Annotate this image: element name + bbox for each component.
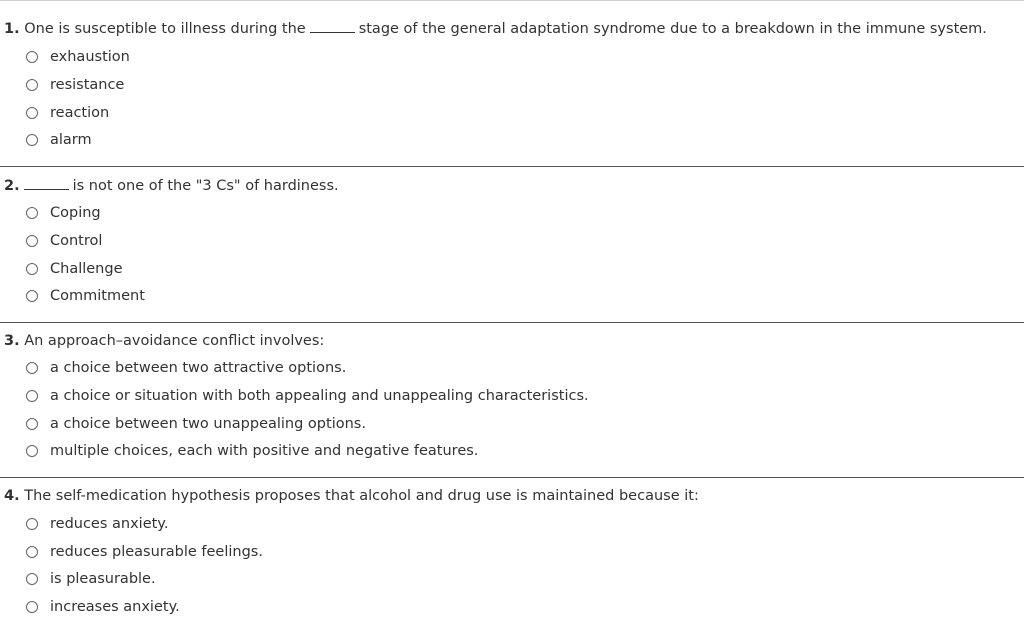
stem-text: An approach–avoidance conflict involves: xyxy=(24,333,325,349)
option-resistance[interactable] xyxy=(26,75,124,95)
option-reduces-pleasurable-feelings[interactable] xyxy=(26,542,263,562)
radio-button[interactable] xyxy=(26,134,38,146)
question-stem xyxy=(4,332,324,350)
radio-button[interactable] xyxy=(26,362,38,374)
option-challenge[interactable] xyxy=(26,259,123,279)
radio-button[interactable] xyxy=(26,573,38,585)
radio-button[interactable] xyxy=(26,207,38,219)
question-number: 1. xyxy=(4,21,20,37)
radio-button[interactable] xyxy=(26,418,38,430)
radio-button[interactable] xyxy=(26,546,38,558)
radio-button[interactable] xyxy=(26,263,38,275)
option-commitment[interactable] xyxy=(26,286,145,306)
option-label: reduces pleasurable feelings. xyxy=(50,544,263,560)
option-label: alarm xyxy=(50,132,92,148)
option-label: is pleasurable. xyxy=(50,571,156,587)
option-label: a choice or situation with both appealing and unappealing characteristics. xyxy=(50,388,589,404)
option-label: Coping xyxy=(50,205,101,221)
radio-button[interactable] xyxy=(26,601,38,613)
question-number: 2. xyxy=(4,178,20,194)
option-control[interactable] xyxy=(26,231,102,251)
question-1 xyxy=(0,0,1024,166)
question-3 xyxy=(0,322,1024,477)
option-label: a choice between two attractive options. xyxy=(50,360,347,376)
option-label: Control xyxy=(50,233,103,249)
option-appealing-and-unappealing[interactable] xyxy=(26,386,589,406)
answer-blank xyxy=(310,20,355,33)
option-is-pleasurable[interactable] xyxy=(26,569,156,589)
question-number: 4. xyxy=(4,488,20,504)
option-label: multiple choices, each with positive and negative features. xyxy=(50,443,479,459)
option-reaction[interactable] xyxy=(26,103,109,123)
question-stem xyxy=(4,20,987,38)
radio-button[interactable] xyxy=(26,518,38,530)
option-label: increases anxiety. xyxy=(50,599,180,615)
option-label: reaction xyxy=(50,105,110,121)
stem-text-after: stage of the general adaptation syndrome due to a breakdown in the immune system. xyxy=(358,21,987,37)
question-stem xyxy=(4,177,339,195)
option-reduces-anxiety[interactable] xyxy=(26,514,168,534)
answer-blank xyxy=(24,177,69,190)
option-two-attractive[interactable] xyxy=(26,358,346,378)
option-label: Commitment xyxy=(50,288,145,304)
option-two-unappealing[interactable] xyxy=(26,414,366,434)
radio-button[interactable] xyxy=(26,390,38,402)
radio-button[interactable] xyxy=(26,445,38,457)
radio-button[interactable] xyxy=(26,51,38,63)
question-number: 3. xyxy=(4,333,20,349)
radio-button[interactable] xyxy=(26,79,38,91)
option-label: exhaustion xyxy=(50,49,130,65)
stem-text-after: is not one of the "3 Cs" of hardiness. xyxy=(72,178,339,194)
option-label: resistance xyxy=(50,77,125,93)
stem-text-before: One is susceptible to illness during the xyxy=(24,21,306,37)
stem-text: The self-medication hypothesis proposes that alcohol and drug use is maintained because it: xyxy=(24,488,699,504)
option-label: a choice between two unappealing options. xyxy=(50,416,366,432)
option-label: reduces anxiety. xyxy=(50,516,169,532)
question-stem xyxy=(4,487,699,505)
option-coping[interactable] xyxy=(26,203,101,223)
option-alarm[interactable] xyxy=(26,130,92,150)
option-multiple-choices[interactable] xyxy=(26,441,478,461)
radio-button[interactable] xyxy=(26,290,38,302)
radio-button[interactable] xyxy=(26,107,38,119)
question-2 xyxy=(0,166,1024,322)
radio-button[interactable] xyxy=(26,235,38,247)
option-increases-anxiety[interactable] xyxy=(26,597,180,617)
option-label: Challenge xyxy=(50,261,123,277)
option-exhaustion[interactable] xyxy=(26,47,130,67)
question-4 xyxy=(0,477,1024,631)
